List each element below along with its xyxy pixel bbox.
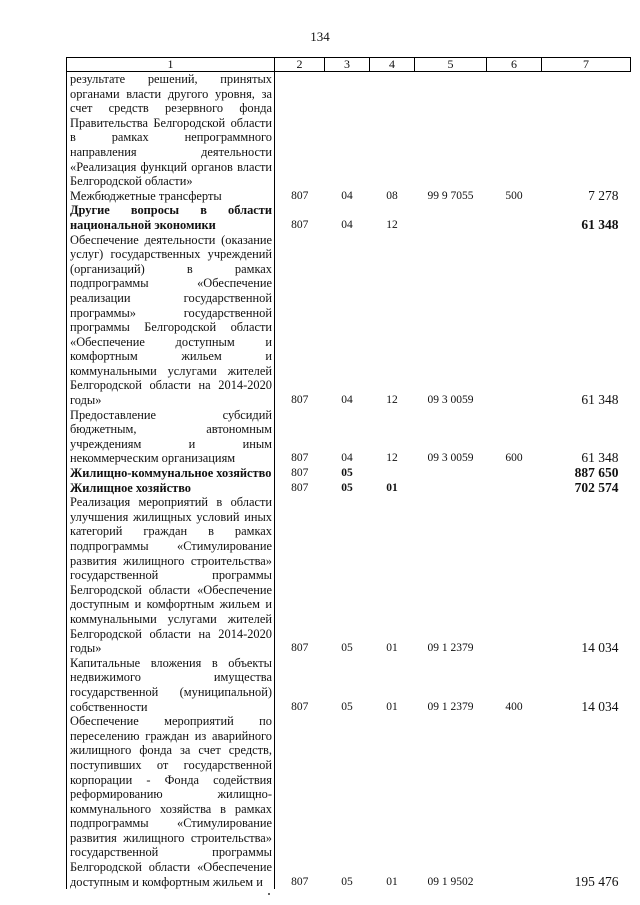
row-target-article [415,466,487,481]
row-expense-type [487,72,542,189]
row-section: 05 [341,875,353,888]
row-expense-type [487,481,542,496]
row-amount: 61 348 [581,392,619,408]
row-admin-code: 807 [291,642,309,655]
table-row [67,481,631,496]
row-section: 05 [341,467,353,480]
table-row [67,189,631,204]
budget-table [66,57,631,889]
row-section: 04 [341,189,353,202]
row-expense-type: 500 [505,189,523,202]
row-amount: 7 278 [588,187,619,203]
row-target-article: 09 3 0059 [427,394,474,407]
row-subsection: 01 [386,642,398,655]
row-name: Жилищно-коммунальное хозяйство [67,466,275,481]
row-expense-type [487,495,542,656]
row-admin-code: 807 [291,189,309,202]
row-subsection [370,72,415,189]
row-admin-code: 807 [291,452,309,465]
row-amount: 14 034 [581,640,619,656]
row-section [325,72,370,189]
row-name: Предоставление субсидий бюджетным, автономным учреждениям и иным некоммерческим организациям [67,408,275,466]
row-subsection: 01 [386,700,398,713]
header-col-7: 7 [542,58,631,72]
row-expense-type [487,233,542,408]
row-admin-code: 807 [291,700,309,713]
row-expense-type: 600 [505,452,523,465]
row-section: 05 [341,642,353,655]
table-row [67,203,631,232]
table-row [67,466,631,481]
table-header-row [67,58,631,72]
row-admin-code [275,72,325,189]
row-amount: 61 348 [581,450,619,466]
row-target-article: 09 1 9502 [427,875,474,888]
header-col-2: 2 [275,58,325,72]
row-admin-code: 807 [291,218,309,231]
row-amount: 14 034 [581,698,619,714]
row-subsection: 12 [386,394,398,407]
header-col-5: 5 [415,58,487,72]
row-target-article [415,481,487,496]
row-amount: 61 348 [581,216,619,232]
header-col-1: 1 [67,58,275,72]
page-number: 134 [310,29,330,44]
scan-speck [268,893,270,895]
row-subsection: 08 [386,189,398,202]
row-admin-code: 807 [291,481,309,494]
row-section: 04 [341,394,353,407]
header-col-6: 6 [487,58,542,72]
row-expense-type [487,466,542,481]
table-row [67,72,631,189]
row-admin-code: 807 [291,394,309,407]
table-row [67,656,631,714]
row-amount [542,72,631,189]
row-name: Капитальные вложения в объекты недвижимого имущества государственной (муниципальной) собственности [67,656,275,714]
table-body [67,72,631,890]
row-subsection: 12 [386,218,398,231]
table-row [67,495,631,656]
row-target-article [415,72,487,189]
header-col-3: 3 [325,58,370,72]
row-amount: 887 650 [574,465,619,481]
row-expense-type: 400 [505,700,523,713]
row-name: Реализация мероприятий в области улучшения жилищных условий иных категорий граждан в рамках подпрограммы «Стимулирование развития жилищного строительства» государственной программы Белгородской области «Обеспечение доступным и комфортным жильем и коммунальными услугами жителей Белгородской области на 2014-2020 годы» [67,495,275,656]
row-name: Жилищное хозяйство [67,481,275,496]
row-target-article [415,203,487,232]
row-name: Обеспечение деятельности (оказание услуг) государственных учреждений (организаций) в рамках подпрограммы «Обеспечение реализации государственной программы» государственной программы Белгородской области «Обеспечение доступным и комфортным жильем и коммунальными услугами жителей Белгородской области на 2014-2020 годы» [67,233,275,408]
row-subsection: 01 [386,875,398,888]
row-name: Межбюджетные трансферты [67,189,275,204]
row-section: 04 [341,452,353,465]
row-section: 05 [341,700,353,713]
row-admin-code: 807 [291,467,309,480]
row-name: Другие вопросы в области национальной экономики [67,203,275,232]
row-target-article: 09 3 0059 [427,452,474,465]
table-row [67,408,631,466]
row-section: 05 [341,481,353,494]
table-row [67,714,631,889]
row-amount: 195 476 [574,873,619,889]
row-name: Обеспечение мероприятий по переселению граждан из аварийного жилищного фонда за счет средств, поступивших от государственной корпорации - Фонда содействия реформированию жилищно-коммунального хозяйства в рамках подпрограммы «Стимулирование развития жилищного строительства» государственной программы Белгородской области «Обеспечение доступным и комфортным жильем и [67,714,275,889]
row-amount: 702 574 [574,479,619,495]
row-subsection: 01 [386,481,398,494]
row-target-article: 09 1 2379 [427,642,474,655]
header-col-4: 4 [370,58,415,72]
table-row [67,233,631,408]
row-name: результате решений, принятых органами власти другого уровня, за счет средств резервного фонда Правительства Белгородской области в рамках непрограммного направления деятельности «Реализация функций органов власти Белгородской области» [67,72,275,189]
row-expense-type [487,203,542,232]
row-admin-code: 807 [291,875,309,888]
row-subsection [370,466,415,481]
row-expense-type [487,714,542,889]
row-target-article: 09 1 2379 [427,700,474,713]
row-section: 04 [341,218,353,231]
row-subsection: 12 [386,452,398,465]
row-target-article: 99 9 7055 [427,189,474,202]
